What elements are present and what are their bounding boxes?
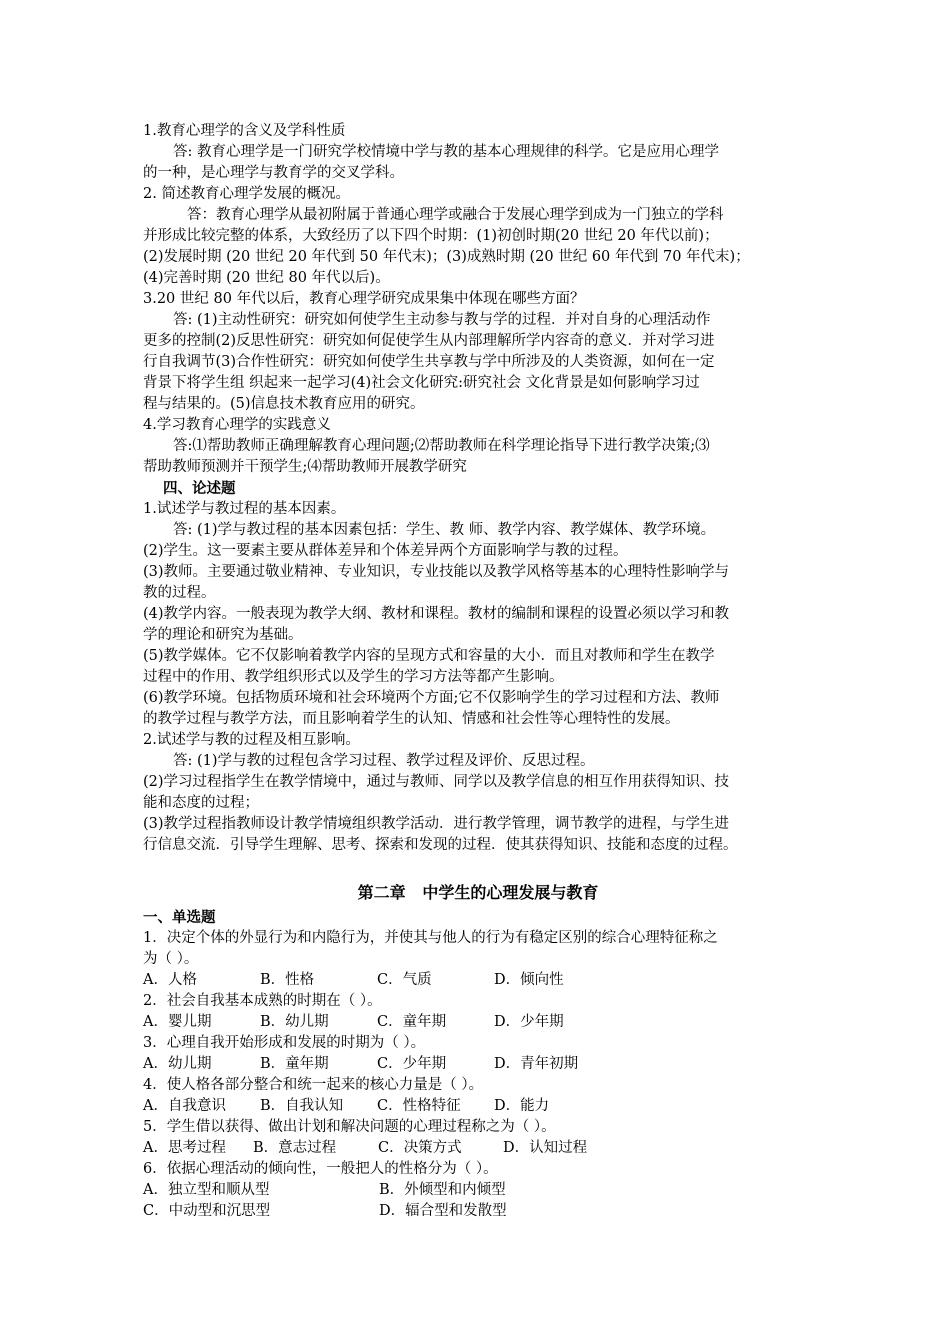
option-c: C．决策方式 bbox=[378, 1140, 462, 1156]
option-row bbox=[143, 1054, 813, 1075]
question-title: 1.试述学与教过程的基本因素。 bbox=[143, 501, 346, 517]
option-a: A．婴儿期 bbox=[143, 1014, 212, 1030]
option-d: D．少年期 bbox=[494, 1014, 564, 1030]
option-row bbox=[143, 1138, 813, 1159]
option-d: D．青年初期 bbox=[494, 1056, 579, 1072]
answer-line: 行信息交流．引导学生理解、思考、探索和发现的过程．使其获得知识、技能和态度的过程。 bbox=[143, 837, 738, 853]
answer-line: 并形成比较完整的体系，大致经历了以下四个时期：(1)初创时期(20 世纪 20 年代以前)； bbox=[143, 228, 719, 244]
option-row bbox=[143, 970, 813, 991]
answer-line: (4)完善时期 (20 世纪 80 年代以后)。 bbox=[143, 270, 390, 286]
option-b: B．意志过程 bbox=[253, 1140, 337, 1156]
question-stem: 2．社会自我基本成熟的时期在（ ）。 bbox=[143, 993, 382, 1009]
answer-line: 答: (1)学与教过程的基本因素包括：学生、教 师、教学内容、教学媒体、教学环境。 bbox=[173, 522, 716, 538]
answer-line: 答:⑴帮助教师正确理解教育心理问题;⑵帮助教师在科学理论指导下进行教学决策;⑶ bbox=[173, 438, 710, 454]
option-c: C．中动型和沉思型 bbox=[143, 1203, 271, 1219]
answer-line: (6)教学环境。包括物质环境和社会环境两个方面;它不仅影响学生的学习过程和方法、教师 bbox=[143, 690, 720, 706]
option-c: C．童年期 bbox=[377, 1014, 447, 1030]
section-heading: 四、论述题 bbox=[163, 480, 236, 497]
question-title: 1.教育心理学的含义及学科性质 bbox=[143, 123, 346, 139]
option-b: B．童年期 bbox=[260, 1056, 329, 1072]
answer-line: 更多的控制(2)反思性研究：研究如何促使学生从内部理解所学内容奇的意义．并对学习进 bbox=[143, 333, 715, 349]
option-a: A．幼儿期 bbox=[143, 1056, 212, 1072]
answer-line: 答: 教育心理学是一门研究学校情境中学与教的基本心理规律的科学。它是应用心理学 bbox=[173, 144, 719, 160]
question-stem: 5．学生借以获得、做出计划和解决问题的心理过程称之为（ ）。 bbox=[143, 1119, 556, 1135]
option-b: B．幼儿期 bbox=[260, 1014, 329, 1030]
answer-line: (2)发展时期 (20 世纪 20 年代到 50 年代末)；(3)成熟时期 (20 世纪 60 年代到 70 年代末)； bbox=[143, 249, 750, 265]
answer-line: 答: (1)主动性研究：研究如何使学生主动参与教与学的过程．并对自身的心理活动作 bbox=[173, 312, 711, 328]
option-b: B．自我认知 bbox=[260, 1098, 344, 1114]
option-d: D．辐合型和发散型 bbox=[379, 1203, 507, 1219]
option-b: B．外倾型和内倾型 bbox=[379, 1182, 506, 1198]
answer-line: (5)教学媒体。它不仅影响着教学内容的呈现方式和容量的大小．而且对教师和学生在教学 bbox=[143, 648, 715, 664]
answer-line: 学的理论和研究为基础。 bbox=[143, 627, 303, 643]
question-stem: 4．使人格各部分整合和统一起来的核心力量是（ ）。 bbox=[143, 1077, 484, 1093]
answer-line: 教的过程。 bbox=[143, 585, 216, 601]
answer-line: 的一种，是心理学与教育学的交叉学科。 bbox=[143, 165, 404, 181]
option-row bbox=[143, 1180, 813, 1201]
question-stem: 1．决定个体的外显行为和内隐行为，并使其与他人的行为有稳定区别的综合心理特征称之 bbox=[143, 930, 718, 946]
answer-line: (2)学生。这一要素主要从群体差异和个体差异两个方面影响学与教的过程。 bbox=[143, 543, 628, 559]
option-c: C．性格特征 bbox=[377, 1098, 461, 1114]
option-b: B．性格 bbox=[260, 972, 315, 988]
section-heading: 一、单选题 bbox=[143, 909, 216, 926]
answer-line: 帮助教师预测并干预学生;⑷帮助教师开展教学研究 bbox=[143, 459, 467, 475]
question-stem: 3．心理自我开始形成和发展的时期为（ ）。 bbox=[143, 1035, 426, 1051]
question-stem: 为（ ）。 bbox=[143, 951, 199, 967]
option-a: A．自我意识 bbox=[143, 1098, 226, 1114]
question-title: 2.试述学与教的过程及相互影响。 bbox=[143, 732, 360, 748]
option-a: A．人格 bbox=[143, 972, 197, 988]
question-title: 4.学习教育心理学的实践意义 bbox=[143, 417, 331, 433]
answer-line: (2)学习过程指学生在教学情境中，通过与教师、同学以及教学信息的相互作用获得知识、技 bbox=[143, 774, 730, 790]
option-d: D．认知过程 bbox=[503, 1140, 588, 1156]
option-d: D．倾向性 bbox=[494, 972, 564, 988]
document-page bbox=[143, 121, 813, 1222]
question-title: 2. 简述教育心理学发展的概况。 bbox=[143, 186, 350, 202]
option-row bbox=[143, 1012, 813, 1033]
answer-line: 程与结果的。(5)信息技术教育应用的研究。 bbox=[143, 396, 425, 412]
question-title: 3.20 世纪 80 年代以后，教育心理学研究成果集中体现在哪些方面？ bbox=[143, 291, 585, 307]
option-a: A．思考过程 bbox=[143, 1140, 226, 1156]
answer-line: 答: (1)学与教的过程包含学习过程、教学过程及评价、反思过程。 bbox=[173, 753, 595, 769]
option-d: D．能力 bbox=[494, 1098, 550, 1114]
answer-line: (3)教学过程指教师设计教学情境组织教学活动．进行教学管理，调节教学的进程，与学生进 bbox=[143, 816, 730, 832]
answer-line: 背景下将学生组 织起来一起学习(4)社会文化研究:研究社会 文化背景是如何影响学习过 bbox=[143, 375, 700, 391]
question-stem: 6．依据心理活动的倾向性，一般把人的性格分为（ ）。 bbox=[143, 1161, 498, 1177]
answer-line: 过程中的作用、教学组织形式以及学生的学习方法等都产生影响。 bbox=[143, 669, 564, 685]
option-row bbox=[143, 1096, 813, 1117]
option-c: C．少年期 bbox=[377, 1056, 447, 1072]
answer-line: 答：教育心理学从最初附属于普通心理学或融合于发展心理学到成为一门独立的学科 bbox=[187, 207, 724, 223]
answer-line: 能和态度的过程； bbox=[143, 795, 259, 811]
answer-line: 的教学过程与教学方法，而且影响着学生的认知、情感和社会性等心理特性的发展。 bbox=[143, 711, 680, 727]
option-a: A．独立型和顺从型 bbox=[143, 1182, 270, 1198]
option-row bbox=[143, 1201, 813, 1222]
answer-line: 行自我调节(3)合作性研究：研究如何使学生共享教与学中所涉及的人类资源，如何在一定 bbox=[143, 354, 715, 370]
option-c: C．气质 bbox=[377, 972, 432, 988]
answer-line: (3)教师。主要通过敬业精神、专业知识，专业技能以及教学风格等基本的心理特性影响学与 bbox=[143, 564, 730, 580]
chapter-title: 第二章 中学生的心理发展与教育 bbox=[357, 883, 599, 902]
answer-line: (4)教学内容。一般表现为教学大纲、教材和课程。教材的编制和课程的设置必须以学习和教 bbox=[143, 606, 730, 622]
